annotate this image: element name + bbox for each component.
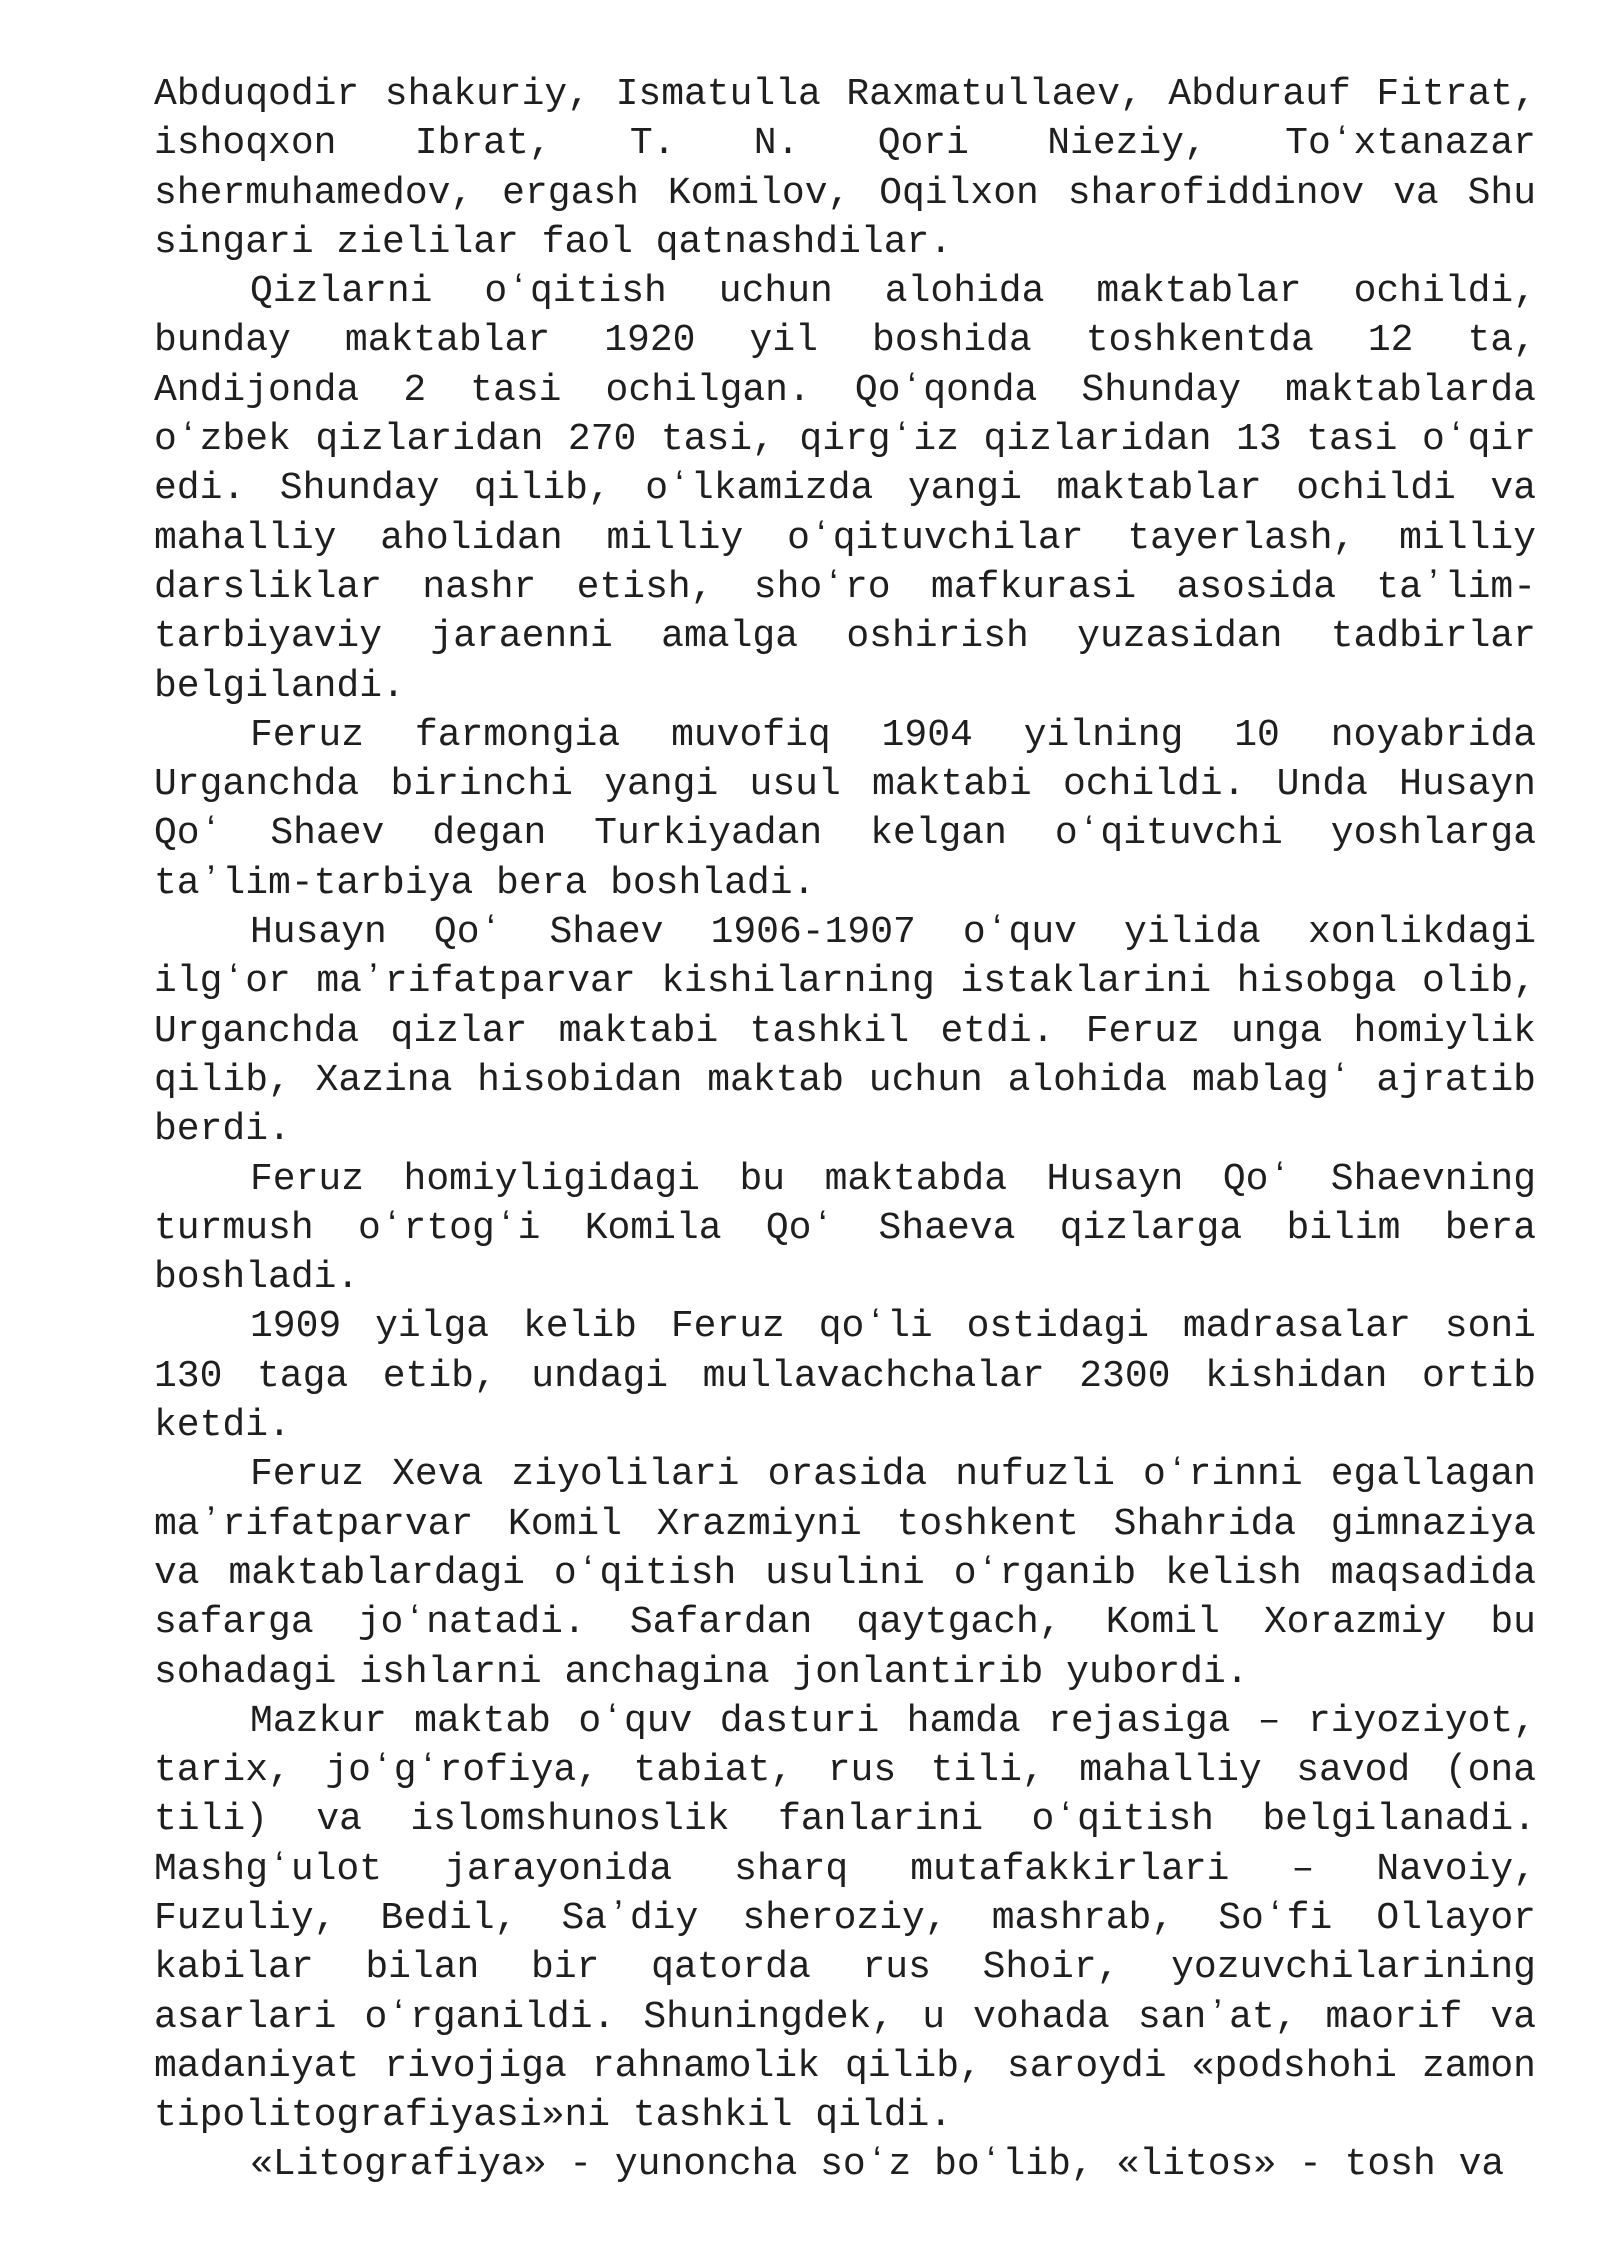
document-page <box>154 70 1536 2190</box>
paragraph-4: Husayn Qoʻ Shaev 1906-1907 oʻquv yilida xonlikdagi ilgʻor maʼrifatparvar kishilarning istaklarini hisobga olib, Urganchda qizlar maktabi tashkil etdi. Feruz unga homiylik qilib, Xazina hisobidan maktab uchun alohida mablagʻ ajratib berdi. <box>154 911 1536 1152</box>
paragraph-7: Feruz Xeva ziyolilari orasida nufuzli oʻrinni egallagan maʼrifatparvar Komil Xrazmiyni toshkent Shahrida gimnaziya va maktablardagi oʻqitish usulini oʻrganib kelish maqsadida safarga joʻnatadi. Safardan qaytgach, Komil Xorazmiy bu sohadagi ishlarni anchagina jonlantirib yubordi. <box>154 1453 1536 1694</box>
paragraph-1: Abduqodir shakuriy, Ismatulla Raxmatullaev, Abdurauf Fitrat, ishoqxon Ibrat, T. N. Qori Nieziy, Toʻxtanazar shermuhamedov, ergash Komilov, Oqilxon sharofiddinov va Shu singari zielilar faol qatnashdilar. <box>154 73 1536 264</box>
paragraph-5: Feruz homiyligidagi bu maktabda Husayn Qoʻ Shaevning turmush oʻrtogʻi Komila Qoʻ Shaeva qizlarga bilim bera boshladi. <box>154 1157 1536 1300</box>
paragraph-8: Mazkur maktab oʻquv dasturi hamda rejasiga – riyoziyot, tarix, joʻgʻrofiya, tabiat, rus tili, mahalliy savod (ona tili) va islomshunoslik fanlarini oʻqitish belgilanadi. Mashgʻulot jarayonida sharq mutafakkirlari – Navoiy, Fuzuliy, Bedil, Saʼdiy sheroziy, mashrab, Soʻfi Ollayor kabilar bilan bir qatorda rus Shoir, yozuvchilarining asarlari oʻrganildi. Shuningdek, u vohada sanʼat, maorif va madaniyat rivojiga rahnamolik qilib, saroydi «podshohi zamon tipolitografiyasi»ni tashkil qildi. <box>154 1699 1536 2138</box>
paragraph-3: Feruz farmongia muvofiq 1904 yilning 10 noyabrida Urganchda birinchi yangi usul maktabi ochildi. Unda Husayn Qoʻ Shaev degan Turkiyadan kelgan oʻqituvchi yoshlarga taʼlim-tarbiya bera boshladi. <box>154 713 1536 905</box>
paragraph-2: Qizlarni oʻqitish uchun alohida maktablar ochildi, bunday maktablar 1920 yil boshida toshkentda 12 ta, Andijonda 2 tasi ochilgan. Qoʻqonda Shunday maktablarda oʻzbek qizlaridan 270 tasi, qirgʻiz qizlaridan 13 tasi oʻqir edi. Shunday qilib, oʻlkamizda yangi maktablar ochildi va mahalliy aholidan milliy oʻqituvchilar tayerlash, milliy darsliklar nashr etish, shoʻro mafkurasi asosida taʼlim-tarbiyaviy jaraenni amalga oshirish yuzasidan tadbirlar belgilandi. <box>154 270 1536 708</box>
paragraph-6: 1909 yilga kelib Feruz qoʻli ostidagi madrasalar soni 130 taga etib, undagi mullavachchalar 2300 kishidan ortib ketdi. <box>154 1305 1536 1448</box>
paragraph-9: «Litografiya» - yunoncha soʻz boʻlib, «litos» - tosh va <box>250 2143 1505 2187</box>
